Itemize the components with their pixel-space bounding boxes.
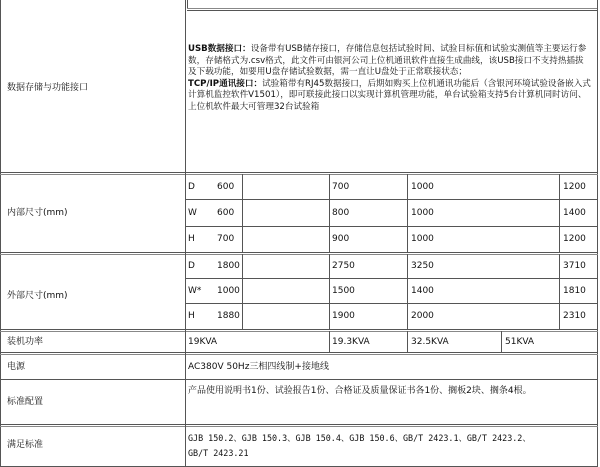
standard-line-1: GJB 150.2、GJB 150.3、GJB 150.4、GJB 150.6、GB/T 2423.1、GB/T 2423.2、 [188, 433, 531, 443]
storage-description [188, 44, 592, 113]
inner-cell: 1400 [563, 208, 586, 218]
standard-label: 满足标准 [7, 440, 44, 450]
power-cell: 19KVA [188, 337, 218, 347]
usb-interface-text: 设备带有USB储存接口，存储信息包括试验时间、试验目标值和试验实测值等主要运行参数，存储格式为.csv格式，此文件可由银河公司上位机通讯软件直接生成曲线，该USB接口不支持热插拔及下载功能，如要用U盘存储试验数据，需一直让U盘处于正常联接状态； [188, 44, 587, 77]
config-value: 产品使用说明书1份、试验报告1份、合格证及质量保证书各1份、搁板2块、搁条4根。 [188, 386, 532, 396]
outer-dim-key: H [188, 311, 195, 321]
storage-label: 数据存储与功能接口 [7, 83, 89, 93]
usb-interface-title: USB数据接口： [188, 44, 251, 54]
outer-cell: 1880 [217, 311, 240, 321]
inner-cell: 1000 [411, 208, 434, 218]
inner-cell: 700 [217, 234, 235, 244]
outer-cell: 2310 [563, 311, 586, 321]
outer-dim-key: W* [188, 286, 202, 296]
power-label: 装机功率 [7, 337, 44, 347]
inner-cell: 1200 [563, 182, 586, 192]
outer-cell: 1810 [563, 286, 586, 296]
inner-cell: 700 [332, 182, 350, 192]
power-cell: 51KVA [505, 337, 535, 347]
outer-cell: 2000 [411, 311, 434, 321]
inner-cell: 1200 [563, 234, 586, 244]
outer-cell: 1900 [332, 311, 355, 321]
tcp-interface-text: 试验箱带有RJ45数据接口，后期如购买上位机通讯功能后（含银河环境试验设备嵌入式计算机监控软件V1501），即可联接此接口以实现计算机管理功能，单台试验箱支持5台计算机同时访问、上位机软件最大可管理32台试验箱 [188, 78, 591, 112]
tcp-interface-title: TCP/IP通讯接口： [188, 78, 263, 89]
outer-size-label: 外部尺寸(mm) [7, 291, 68, 301]
inner-cell: 900 [332, 234, 350, 244]
outer-cell: 1800 [217, 261, 240, 271]
outer-cell: 2750 [332, 261, 355, 271]
inner-cell: 600 [217, 182, 235, 192]
outer-dim-key: D [188, 261, 195, 271]
supply-label: 电源 [7, 362, 26, 372]
power-cell: 19.3KVA [332, 337, 370, 347]
outer-cell: 1400 [411, 286, 434, 296]
inner-cell: 1000 [411, 182, 434, 192]
standard-line-2: GB/T 2423.21 [188, 448, 249, 458]
power-cell: 32.5KVA [411, 337, 449, 347]
config-label: 标准配置 [7, 397, 44, 407]
outer-cell: 3250 [411, 261, 434, 271]
inner-cell: 600 [217, 208, 235, 218]
inner-cell: 800 [332, 208, 350, 218]
inner-cell: 1000 [411, 234, 434, 244]
inner-size-label: 内部尺寸(mm) [7, 208, 68, 218]
inner-dim-key: D [188, 182, 195, 192]
outer-cell: 1500 [332, 286, 355, 296]
inner-dim-key: H [188, 234, 195, 244]
outer-cell: 3710 [563, 261, 586, 271]
supply-value: AC380V 50Hz三相四线制+接地线 [188, 362, 329, 372]
outer-cell: 1000 [217, 286, 240, 296]
inner-dim-key: W [188, 208, 197, 218]
